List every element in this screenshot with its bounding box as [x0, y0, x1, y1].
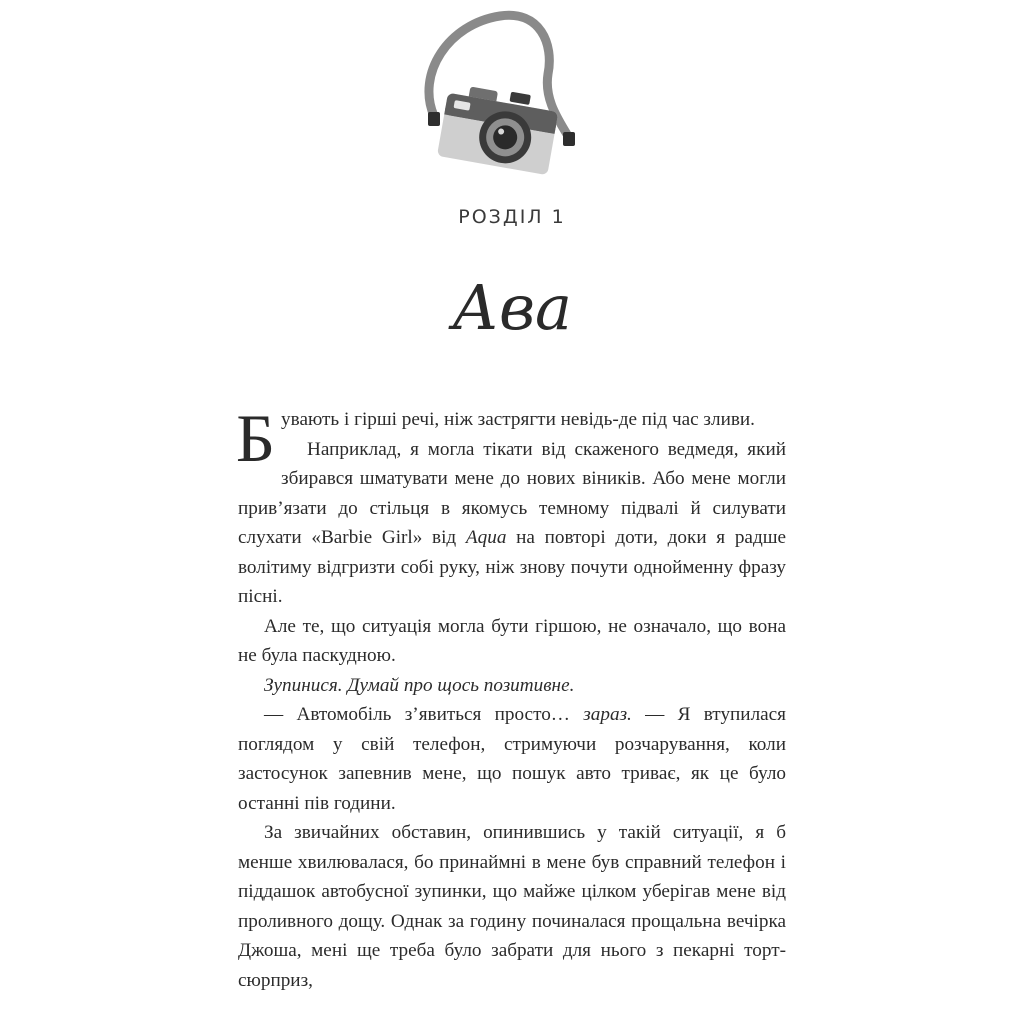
band-name: Aqua	[465, 527, 507, 548]
paragraph-2-text-b: на повторі доти, доки я радше волітиму відгризти собі руку, ніж знову почути однойменну фразу пісні.	[238, 527, 786, 607]
drop-cap: Б	[236, 400, 276, 476]
paragraph-6: За звичайних обставин, опинившись у такій ситуації, я б менше хвилювалася, бо принаймні в мене був справний телефон і піддашок автобусної зупинки, що майже цілком уберігав мене від проливного дощу. Однак за годину починалася прощальна вечірка Джоша, мені ще треба було забрати для нього з пекарні торт-сюрприз,	[238, 822, 786, 991]
paragraph-4: Зупинися. Думай про щось позитивне.	[264, 674, 575, 696]
paragraph-3: Але те, що ситуація могла бути гіршою, не означало, що вона не була паскудною.	[238, 615, 786, 666]
chapter-text	[236, 400, 787, 995]
chapter-label: РОЗДІЛ 1	[458, 206, 566, 228]
paragraph-5	[238, 700, 786, 818]
paragraph-1-text: увають і гірші речі, ніж застрягти невідь-де під час зливи.	[281, 409, 755, 430]
paragraph-5-italic: зараз.	[583, 704, 632, 725]
chapter-title: Ава	[451, 271, 572, 344]
paragraph-5-text-a: — Автомобіль з’явиться просто…	[264, 704, 584, 725]
paragraph-5-text-b: — Я втупилася поглядом у свій телефон, стримуючи розчарування, коли застосунок запевнив мене, що пошук авто триває, як це було останні пів години.	[238, 704, 787, 814]
paragraph-1	[236, 400, 786, 476]
paragraph-2	[238, 435, 786, 612]
camera-icon	[408, 4, 598, 184]
paragraph-2-text-a: Наприклад, я могла тікати від скаженого ведмедя, який збирався шматувати мене до нових віників. Або мене могли прив’язати до стільця в якомусь темному підвалі й силувати слухати «Barbie Girl» від	[238, 438, 786, 548]
